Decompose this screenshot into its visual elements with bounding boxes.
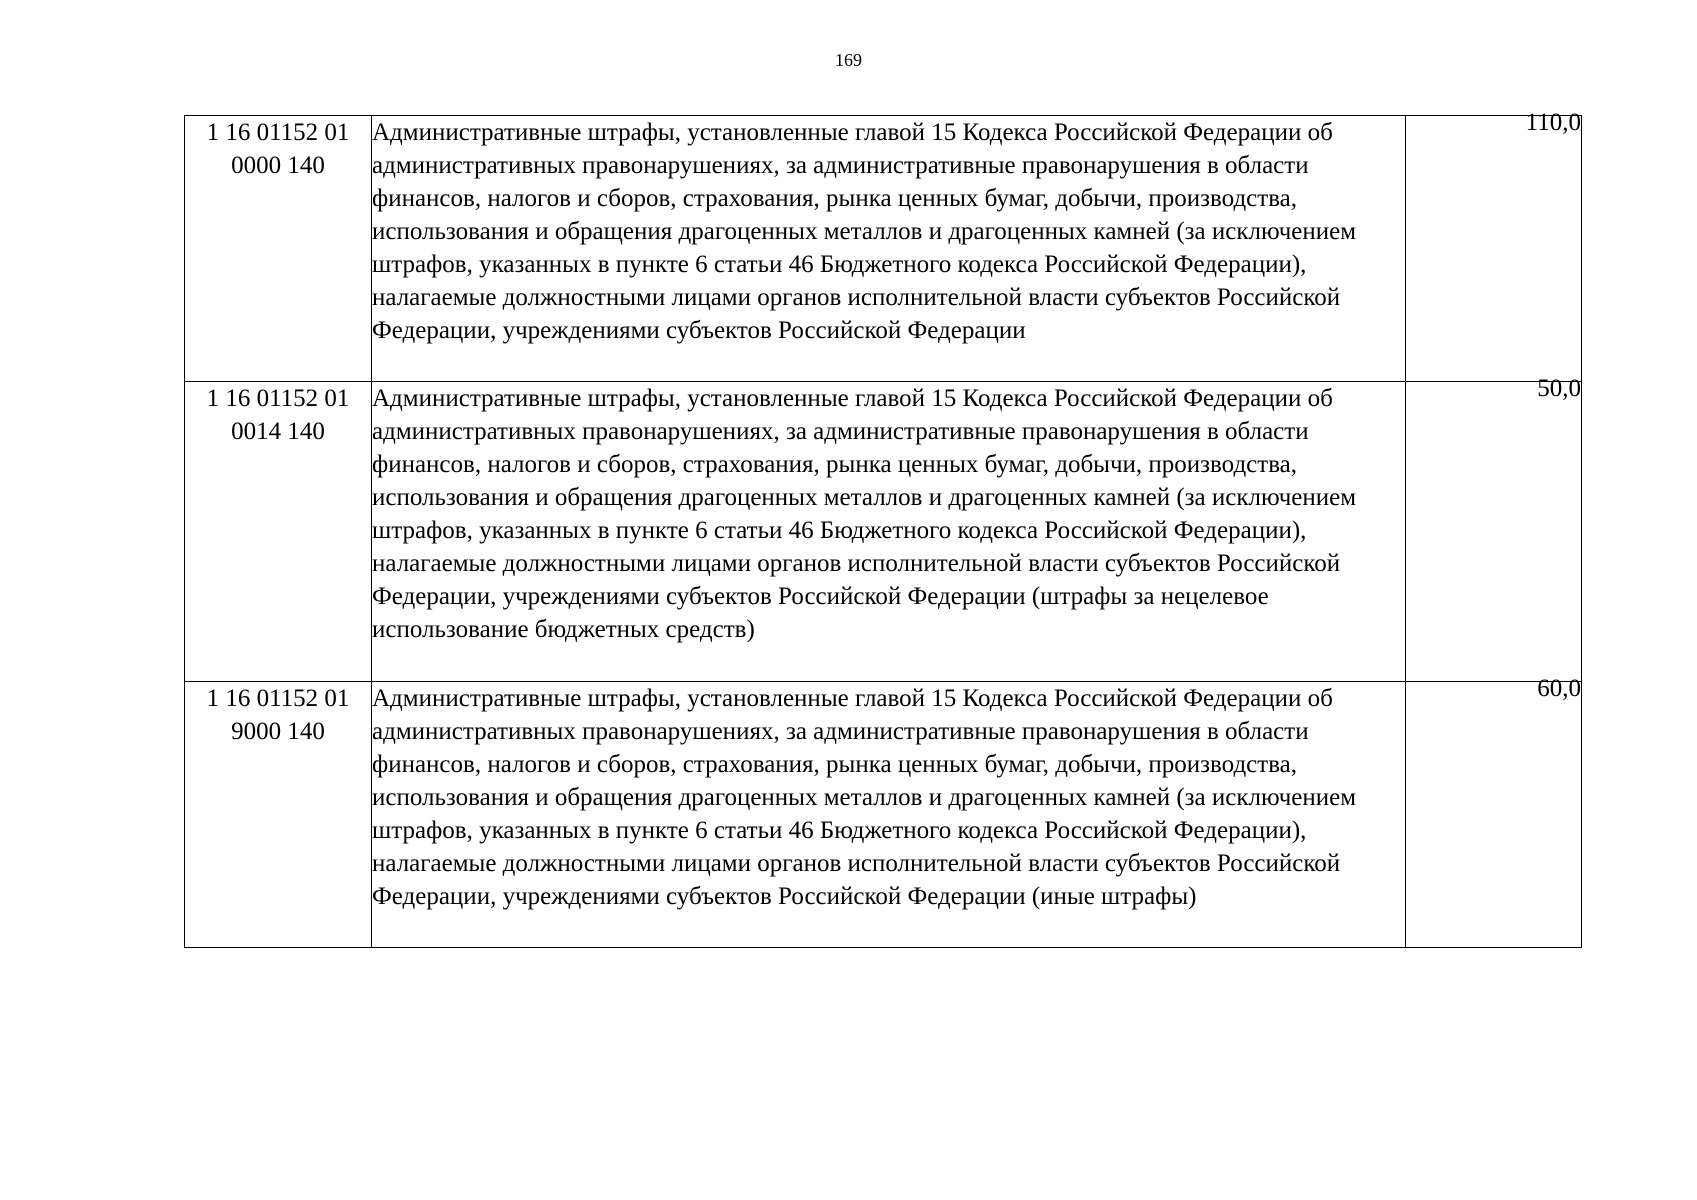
classification-code-line: 9000 140 [231, 718, 325, 745]
classification-code-line: 1 16 01152 01 [206, 119, 350, 146]
classification-code-line: 1 16 01152 01 [206, 385, 350, 412]
table-row [185, 116, 1582, 382]
classification-code-line: 0014 140 [231, 418, 325, 445]
classification-code-cell [185, 382, 372, 682]
classification-code-cell [185, 116, 372, 382]
classification-code-line: 1 16 01152 01 [206, 685, 350, 712]
amount-value: 110,0 [1525, 109, 1581, 136]
classification-code-line: 0000 140 [231, 152, 325, 179]
classification-code-cell [185, 682, 372, 948]
page-number: 169 [835, 50, 862, 70]
amount-value: 60,0 [1537, 675, 1581, 702]
budget-revenue-table [184, 109, 1582, 948]
table-row [185, 682, 1582, 948]
amount-cell [1406, 675, 1582, 948]
amount-value: 50,0 [1537, 375, 1581, 402]
description-cell: Административные штрафы, установленные главой 15 Кодекса Российской Федерации об административных правонарушениях, за административные правонарушения в области финансов, налогов и сборов, страхования, рынка ценных бумаг, добычи, производства, использования и обращения драгоценных металлов и драгоценных камней (за исключением штрафов, указанных в пункте 6 статьи 46 Бюджетного кодекса Российской Федерации), налагаемые должностными лицами органов исполнительной власти субъектов Российской Федерации, учреждениями субъектов Российской Федерации [372, 116, 1406, 382]
amount-cell [1406, 375, 1582, 682]
description-cell: Административные штрафы, установленные главой 15 Кодекса Российской Федерации об административных правонарушениях, за административные правонарушения в области финансов, налогов и сборов, страхования, рынка ценных бумаг, добычи, производства, использования и обращения драгоценных металлов и драгоценных камней (за исключением штрафов, указанных в пункте 6 статьи 46 Бюджетного кодекса Российской Федерации), налагаемые должностными лицами органов исполнительной власти субъектов Российской Федерации, учреждениями субъектов Российской Федерации (штрафы за нецелевое использование бюджетных средств) [372, 382, 1406, 682]
amount-cell [1406, 109, 1582, 382]
description-cell: Административные штрафы, установленные главой 15 Кодекса Российской Федерации об административных правонарушениях, за административные правонарушения в области финансов, налогов и сборов, страхования, рынка ценных бумаг, добычи, производства, использования и обращения драгоценных металлов и драгоценных камней (за исключением штрафов, указанных в пункте 6 статьи 46 Бюджетного кодекса Российской Федерации), налагаемые должностными лицами органов исполнительной власти субъектов Российской Федерации, учреждениями субъектов Российской Федерации (иные штрафы) [372, 682, 1406, 948]
table-row [185, 382, 1582, 682]
